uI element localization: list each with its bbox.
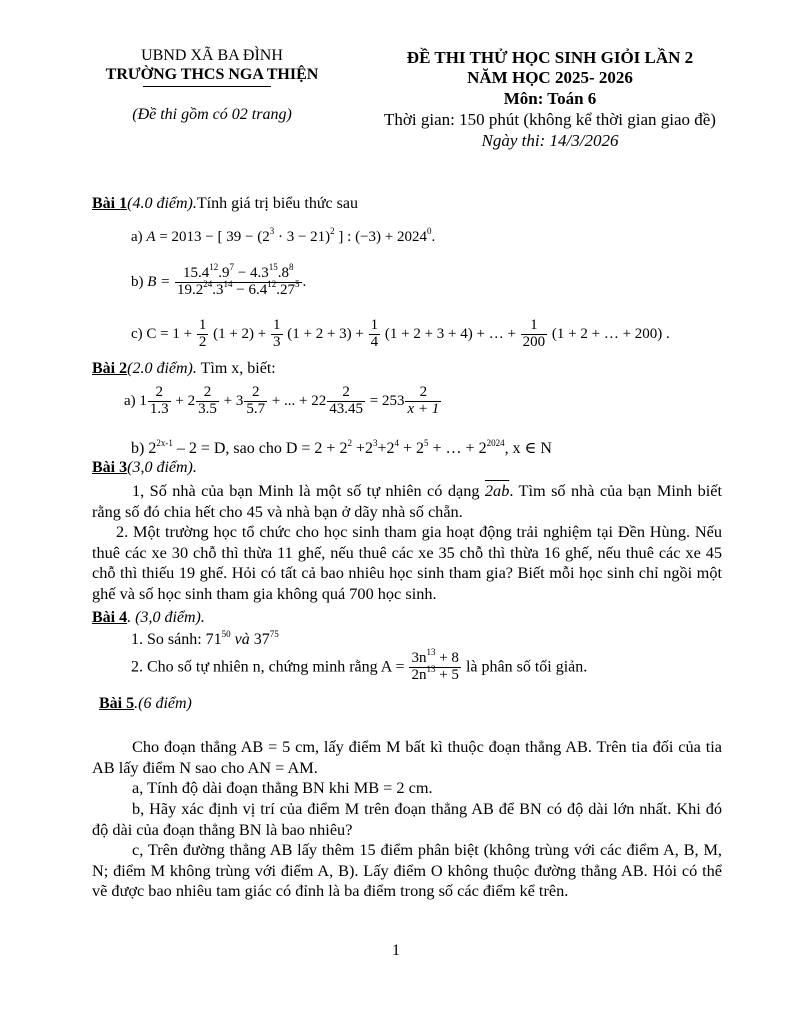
- bai4-question-2: 2. Cho số tự nhiên n, chứng minh rằng A = $\frac{3n^{13} + 8}{2n^{13} + 5}$ là phân số tối giản.: [131, 647, 588, 683]
- bai1-c-expression: c) C = 1 + $\frac{1}{2}$ (1 + 2) + $\frac{1}{3}$ (1 + 2 + 3) + $\frac{1}{4}$ (1 + 2 + 3 + 4) + … + $\frac{1}{200}$ (1 + 2 + … + 200) .: [131, 317, 670, 350]
- bai5-intro: Cho đoạn thẳng AB = 5 cm, lấy điểm M bất kì thuộc đoạn thẳng AB. Trên tia đối của tia AB lấy điểm N sao cho AN = AM.: [92, 737, 722, 777]
- bai4-heading: Bài 4. (3,0 điểm).: [92, 609, 205, 626]
- exam-title: ĐỀ THI THỬ HỌC SINH GIỎI LẦN 2: [406, 48, 694, 67]
- subject: Môn: Toán 6: [503, 89, 597, 108]
- school-underline: [143, 86, 271, 87]
- bai2-b-equation: b) $2^{2x-1} - 2 = D$, sao cho $D = 2 + 2^2 +2^3+2^4 + 2^5$ + … + $2^{2024}$, x ∈ N: [131, 438, 552, 457]
- bai5-heading: Bài 5.(6 điểm): [99, 695, 192, 712]
- bai1-b-fraction: $\frac{15.4^{12}.9^7 - 4.3^{15}.8^8}{19.2^{24}.3^{14} - 6.4^{12}.27^5}$: [177, 262, 300, 298]
- bai4-fraction: $\frac{3n^{13} + 8}{2n^{13} + 5}$: [411, 647, 459, 683]
- bai5-part-c: c, Trên đường thẳng AB lấy thêm 15 điểm phân biệt (không trùng với các điểm A, B, M, N; điểm M không trùng với điểm A, B). Lấy điểm O không thuộc đường thẳng AB. Hỏi có thể vẽ được bao nhiêu tam giác có đỉnh là ba điểm trong số các điểm kể trên.: [92, 840, 722, 900]
- page-count-note: (Đề thi gồm có 02 trang): [132, 106, 292, 123]
- bai2-heading: Bài 2(2.0 điểm). Tìm x, biết:: [92, 360, 276, 377]
- bai5-part-b: b, Hãy xác định vị trí của điểm M trên đoạn thẳng AB để BN có độ dài lớn nhất. Khi đó độ dài của đoạn thẳng BN là bao nhiêu?: [92, 799, 722, 839]
- bai1-heading: Bài 1(4.0 điểm).Tính giá trị biểu thức sau: [92, 195, 358, 212]
- bai1-b-expression: b) B = $\frac{15.4^{12}.9^7 - 4.3^{15}.8^8}{19.2^{24}.3^{14} - 6.4^{12}.27^5}$ .: [131, 262, 307, 298]
- bai1-a-expression: a) A = 2013 − [ $39 - (2^3 \cdot 3 - 21)^2$ ] : $(-3) + 2024^0$.: [131, 226, 436, 245]
- bai3-question-1: 1, Số nhà của bạn Minh là một số tự nhiên có dạng 2ab. Tìm số nhà của bạn Minh biết rằng số đó chia hết cho 45 và nhà bạn ở dãy nhà số chẵn.: [92, 481, 722, 521]
- bai2-a-equation: a) 1 $\frac{2}{1.3}$ + 2 $\frac{2}{3.5}$ + 3 $\frac{2}{5.7}$ + ... + 22 $\frac{2}{43.45}$ = 253 $\frac{2}{x + 1}$: [124, 384, 440, 417]
- school-year: NĂM HỌC 2025- 2026: [467, 68, 633, 87]
- school-name: TRƯỜNG THCS NGA THIỆN: [105, 66, 319, 83]
- exam-date: Ngày thi: 14/3/2026: [481, 131, 619, 150]
- bai3-question-2: 2. Một trường học tổ chức cho học sinh tham gia hoạt động trải nghiệm tại Đền Hùng. Nếu thuê các xe 30 chỗ thì thừa 11 ghế, nếu thuê các xe 35 chỗ thì thừa 16 ghế, nếu thuê các xe 45 chỗ thì thiếu 19 ghế. Hỏi có tất cả bao nhiêu học sinh tham gia? Biết mỗi học sinh chỉ ngồi một ghế và số học sinh tham gia không quá 700 học sinh.: [92, 522, 722, 603]
- bai4-question-1: 1. So sánh: $71^{50}$ và $37^{75}$: [131, 629, 279, 648]
- bai3-heading: Bài 3(3,0 điểm).: [92, 459, 197, 476]
- page-number: 1: [392, 942, 400, 959]
- bai5-part-a: a, Tính độ dài đoạn thẳng BN khi MB = 2 cm.: [132, 778, 433, 797]
- time-limit: Thời gian: 150 phút (không kể thời gian giao đề): [384, 110, 716, 129]
- school-authority: UBND XÃ BA ĐÌNH: [141, 47, 283, 64]
